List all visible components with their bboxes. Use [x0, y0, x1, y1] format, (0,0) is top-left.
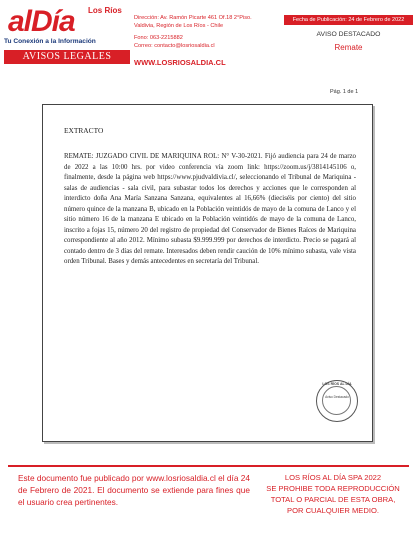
- page-number: Pág. 1 de 1: [330, 89, 359, 95]
- logo-tagline: Tu Conexión a la Información: [4, 38, 96, 45]
- copyright-line: LOS RÍOS AL DÍA SPA 2022: [284, 473, 382, 482]
- copyright-line: SE PROHIBE TODA REPRODUCCIÓN: [266, 484, 400, 493]
- official-stamp: [316, 380, 358, 422]
- email-link[interactable]: Correo: contacto@losriosaldia.cl: [134, 43, 215, 49]
- stamp-inner-ring: [322, 386, 351, 415]
- section-banner: AVISOS LEGALES: [4, 50, 130, 64]
- footer-copyright: [262, 472, 404, 516]
- footer-disclaimer: Este documento fue publicado por www.losriosaldia.cl el día 24 de Febrero de 2021. El documento se extiende para fines que el usuario crea pertinentes.: [18, 473, 250, 507]
- stamp-arc-text: LOS RÍOS AL DÍA: [322, 382, 352, 386]
- footer-divider: [8, 465, 409, 467]
- city-text: Valdivia, Región de Los Ríos - Chile: [134, 23, 224, 29]
- logo-region-label: Los Ríos: [88, 6, 122, 15]
- logo-wordmark: alDía: [8, 5, 75, 38]
- document-body: REMATE: JUZGADO CIVIL DE MARIQUINA ROL: N° V-30-2021. Fijó audiencia para 24 de marzo de 2022 a las 10:00 hrs. por video conferencia vía zoom link: https://zoom.us/j/3814145106 o, finalmente, desde la página web https://www.pjudvaldivia.cl/, seleccionando el Tribunal de Mariquina - salas de audiencias - sala civil, para subastar todos los derechos y acciones que le corresponden al interdicto doña Ana María Sanzana Sanzana, equivalentes al 16,66% (dieciséis por ciento) del sitio número quince de la manzana B, ubicado en la Población veintidós de mayo de la comuna de Lanco y el sitio número 16 de la manzana E ubicado en la Población veintidós de mayo de la comuna de Lanco, inscrito a fojas 15, número 20 del registro de propiedad del Conservador de Bienes Raíces de Mariquina correspondiente al año 2012. Mínimo subasta $9.999.999 por derechos de interdicto. Precio se pagará al contado dentro de 3 días del remate. Interesados deben rendir caución de 10% mínimo subasta, vale vista orden Tribunal. Bases y demás antecedentes en secretaría del Tribunal.: [64, 153, 356, 265]
- website-link[interactable]: WWW.LOSRIOSALDIA.CL: [134, 58, 226, 67]
- copyright-line: TOTAL O PARCIAL DE ESTA OBRA,: [270, 495, 396, 504]
- notice-type: AVISO DESTACADO: [316, 31, 381, 38]
- address-text: Dirección: Av. Ramón Picarte 461 Of.18 2°Piso.: [134, 15, 252, 21]
- contact-info: [134, 14, 252, 50]
- document-title: EXTRACTO: [64, 126, 104, 135]
- notice-category: Remate: [334, 43, 363, 52]
- phone-text: Fono: 063-2215882: [134, 35, 183, 41]
- publication-date-badge: Fecha de Publicación: 24 de Febrero de 2022: [284, 15, 413, 25]
- stamp-inner-text: Aviso Destacado: [325, 395, 349, 399]
- copyright-line: POR CUALQUIER MEDIO.: [287, 506, 379, 515]
- brand-logo: [4, 4, 128, 74]
